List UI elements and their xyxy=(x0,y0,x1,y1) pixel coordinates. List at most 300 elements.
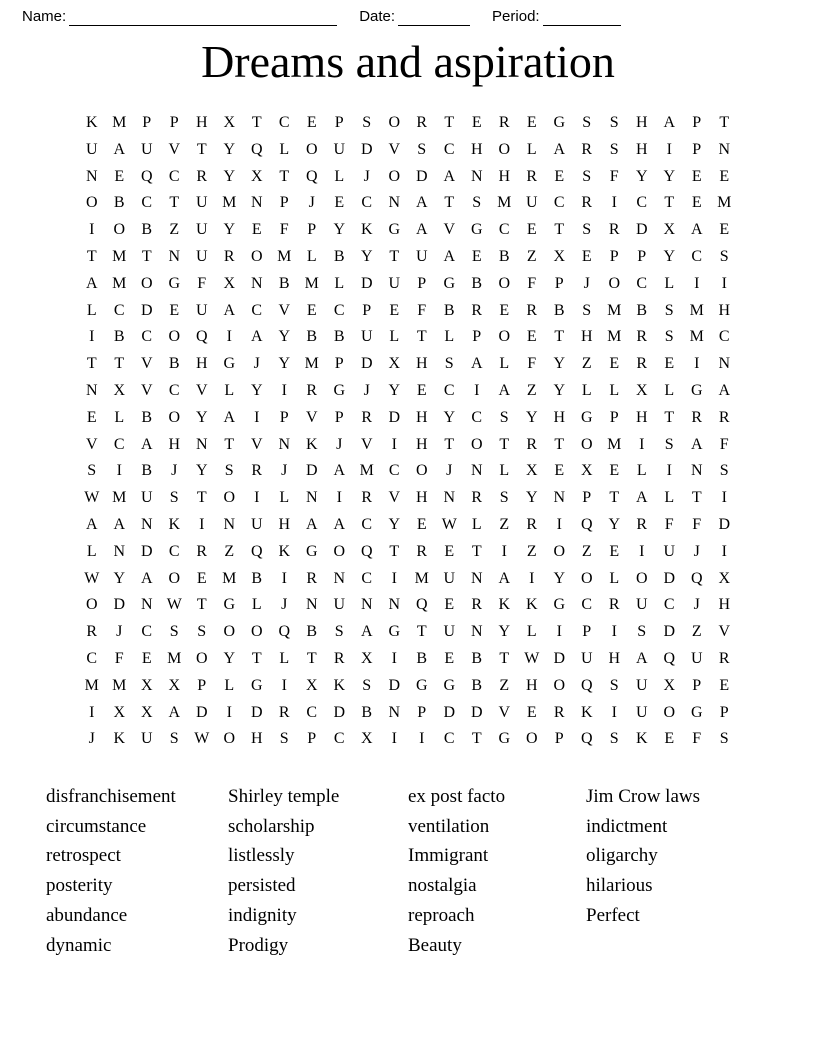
grid-letter[interactable]: I xyxy=(226,328,232,346)
grid-letter[interactable]: H xyxy=(415,355,428,373)
grid-letter[interactable]: F xyxy=(114,649,124,667)
grid-letter[interactable]: C xyxy=(168,167,180,185)
grid-letter[interactable]: X xyxy=(223,274,236,292)
grid-letter[interactable]: L xyxy=(86,301,97,319)
grid-letter[interactable]: D xyxy=(663,569,676,587)
grid-letter[interactable]: X xyxy=(305,676,318,694)
grid-letter[interactable]: M xyxy=(607,301,622,319)
grid-letter[interactable]: L xyxy=(499,462,510,480)
grid-letter[interactable]: S xyxy=(609,140,619,158)
grid-letter[interactable]: T xyxy=(251,114,262,131)
grid-letter[interactable]: E xyxy=(251,221,262,239)
grid-letter[interactable]: R xyxy=(526,167,538,185)
grid-letter[interactable]: G xyxy=(553,596,566,614)
grid-letter[interactable]: A xyxy=(333,462,346,480)
grid-letter[interactable]: A xyxy=(140,569,153,587)
grid-letter[interactable]: K xyxy=(333,676,346,694)
grid-letter[interactable]: E xyxy=(471,114,482,131)
grid-letter[interactable]: I xyxy=(199,515,205,533)
grid-letter[interactable]: D xyxy=(663,623,676,641)
grid-letter[interactable]: J xyxy=(446,462,453,480)
grid-letter[interactable]: X xyxy=(360,649,373,667)
grid-letter[interactable]: E xyxy=(306,301,317,319)
grid-letter[interactable]: T xyxy=(279,167,290,185)
grid-letter[interactable]: Z xyxy=(581,542,592,560)
grid-letter[interactable]: A xyxy=(223,408,236,426)
grid-letter[interactable]: Q xyxy=(250,140,263,158)
grid-letter[interactable]: L xyxy=(664,489,675,507)
grid-letter[interactable]: G xyxy=(553,114,566,131)
grid-letter[interactable]: I xyxy=(639,542,645,560)
word-list-item[interactable]: Immigrant xyxy=(408,845,489,867)
grid-letter[interactable]: D xyxy=(140,301,153,319)
grid-letter[interactable]: C xyxy=(498,221,510,239)
grid-letter[interactable]: E xyxy=(444,542,455,560)
grid-letter[interactable]: I xyxy=(116,462,122,480)
grid-letter[interactable]: T xyxy=(444,435,455,453)
grid-letter[interactable]: K xyxy=(113,730,126,748)
grid-letter[interactable]: D xyxy=(360,274,373,292)
grid-letter[interactable]: O xyxy=(663,703,676,721)
word-list-item[interactable]: dynamic xyxy=(46,934,112,956)
grid-letter[interactable]: X xyxy=(113,381,126,399)
grid-letter[interactable]: M xyxy=(112,114,127,131)
grid-letter[interactable]: S xyxy=(362,676,372,694)
grid-letter[interactable]: D xyxy=(333,703,346,721)
grid-letter[interactable]: P xyxy=(719,703,729,721)
grid-letter[interactable]: L xyxy=(581,381,592,399)
period-input-rule[interactable] xyxy=(543,11,621,26)
grid-letter[interactable]: Q xyxy=(360,542,373,560)
grid-letter[interactable]: S xyxy=(609,114,619,131)
grid-letter[interactable]: T xyxy=(499,649,510,667)
grid-letter[interactable]: W xyxy=(166,596,182,614)
grid-letter[interactable]: O xyxy=(498,274,511,292)
grid-letter[interactable]: B xyxy=(471,649,483,667)
grid-letter[interactable]: O xyxy=(223,730,236,748)
grid-letter[interactable]: E xyxy=(334,194,345,212)
grid-letter[interactable]: R xyxy=(636,328,648,346)
grid-letter[interactable]: E xyxy=(719,221,730,239)
grid-letter[interactable]: Y xyxy=(278,355,291,373)
grid-letter[interactable]: F xyxy=(719,435,729,453)
grid-letter[interactable]: V xyxy=(195,381,208,399)
grid-letter[interactable]: R xyxy=(526,515,538,533)
grid-letter[interactable]: U xyxy=(580,649,593,667)
grid-letter[interactable]: T xyxy=(554,328,565,346)
grid-letter[interactable]: E xyxy=(691,194,702,212)
word-list-item[interactable]: scholarship xyxy=(228,815,315,837)
grid-letter[interactable]: I xyxy=(721,274,727,292)
word-list-item[interactable]: indignity xyxy=(228,904,297,926)
grid-letter[interactable]: R xyxy=(471,596,483,614)
grid-letter[interactable]: E xyxy=(554,462,565,480)
grid-letter[interactable]: R xyxy=(196,542,208,560)
grid-letter[interactable]: P xyxy=(554,730,564,748)
grid-letter[interactable]: N xyxy=(470,462,483,480)
grid-letter[interactable]: E xyxy=(691,167,702,185)
word-list-item[interactable]: ex post facto xyxy=(408,786,506,807)
grid-letter[interactable]: K xyxy=(305,435,318,453)
grid-letter[interactable]: V xyxy=(718,623,731,641)
grid-letter[interactable]: R xyxy=(86,623,98,641)
grid-letter[interactable]: L xyxy=(306,247,317,265)
grid-letter[interactable]: W xyxy=(84,569,100,587)
grid-letter[interactable]: S xyxy=(719,730,729,748)
grid-letter[interactable]: R xyxy=(553,703,565,721)
grid-letter[interactable]: G xyxy=(443,676,456,694)
word-list-item[interactable]: Shirley temple xyxy=(228,786,340,807)
grid-letter[interactable]: L xyxy=(334,274,345,292)
grid-letter[interactable]: O xyxy=(140,274,153,292)
grid-letter[interactable]: Y xyxy=(250,381,263,399)
grid-letter[interactable]: K xyxy=(635,730,648,748)
grid-letter[interactable]: W xyxy=(441,515,457,533)
grid-letter[interactable]: Q xyxy=(580,515,593,533)
grid-letter[interactable]: E xyxy=(86,408,97,426)
word-list-item[interactable]: Beauty xyxy=(408,934,462,956)
grid-letter[interactable]: C xyxy=(691,247,703,265)
grid-letter[interactable]: E xyxy=(526,221,537,239)
grid-letter[interactable]: W xyxy=(524,649,540,667)
grid-letter[interactable]: A xyxy=(333,515,346,533)
grid-letter[interactable]: O xyxy=(113,221,126,239)
grid-letter[interactable]: O xyxy=(168,328,181,346)
grid-letter[interactable]: C xyxy=(333,730,345,748)
grid-letter[interactable]: V xyxy=(168,140,181,158)
grid-letter[interactable]: D xyxy=(250,703,263,721)
grid-letter[interactable]: U xyxy=(525,194,538,212)
grid-letter[interactable]: Y xyxy=(333,221,346,239)
grid-letter[interactable]: U xyxy=(333,140,346,158)
grid-letter[interactable]: E xyxy=(609,355,620,373)
grid-letter[interactable]: S xyxy=(664,301,674,319)
grid-letter[interactable]: J xyxy=(116,623,123,641)
grid-letter[interactable]: A xyxy=(635,489,648,507)
grid-letter[interactable]: I xyxy=(89,328,95,346)
grid-letter[interactable]: F xyxy=(527,274,537,292)
grid-letter[interactable]: O xyxy=(250,623,263,641)
grid-letter[interactable]: N xyxy=(250,194,263,212)
grid-letter[interactable]: B xyxy=(333,328,345,346)
grid-letter[interactable]: N xyxy=(85,167,98,185)
grid-letter[interactable]: E xyxy=(444,596,455,614)
grid-letter[interactable]: N xyxy=(140,596,153,614)
grid-letter[interactable]: S xyxy=(197,623,207,641)
grid-letter[interactable]: G xyxy=(498,730,511,748)
grid-letter[interactable]: S xyxy=(637,623,647,641)
grid-letter[interactable]: K xyxy=(498,596,511,614)
grid-letter[interactable]: I xyxy=(529,569,535,587)
grid-letter[interactable]: C xyxy=(361,515,373,533)
grid-letter[interactable]: T xyxy=(306,649,317,667)
grid-letter[interactable]: S xyxy=(169,623,179,641)
grid-letter[interactable]: S xyxy=(719,247,729,265)
grid-letter[interactable]: N xyxy=(140,515,153,533)
grid-letter[interactable]: H xyxy=(415,408,428,426)
grid-letter[interactable]: Y xyxy=(553,355,566,373)
grid-letter[interactable]: B xyxy=(361,703,373,721)
word-list-item[interactable]: reproach xyxy=(408,904,475,926)
grid-letter[interactable]: P xyxy=(307,221,317,239)
grid-letter[interactable]: B xyxy=(498,247,510,265)
grid-letter[interactable]: T xyxy=(114,355,125,373)
grid-letter[interactable]: H xyxy=(168,435,181,453)
grid-letter[interactable]: L xyxy=(664,274,675,292)
grid-letter[interactable]: O xyxy=(305,140,318,158)
grid-letter[interactable]: J xyxy=(88,730,95,748)
grid-letter[interactable]: C xyxy=(663,596,675,614)
grid-letter[interactable]: S xyxy=(87,462,97,480)
grid-letter[interactable]: J xyxy=(336,435,343,453)
grid-letter[interactable]: P xyxy=(692,140,702,158)
grid-letter[interactable]: R xyxy=(361,489,373,507)
grid-letter[interactable]: N xyxy=(333,569,346,587)
grid-letter[interactable]: D xyxy=(113,596,126,614)
grid-letter[interactable]: O xyxy=(525,730,538,748)
grid-letter[interactable]: C xyxy=(141,194,153,212)
grid-letter[interactable]: T xyxy=(719,114,730,131)
grid-letter[interactable]: I xyxy=(611,623,617,641)
grid-letter[interactable]: B xyxy=(141,408,153,426)
grid-letter[interactable]: C xyxy=(141,328,153,346)
grid-letter[interactable]: N xyxy=(305,489,318,507)
grid-letter[interactable]: I xyxy=(89,221,95,239)
grid-letter[interactable]: X xyxy=(663,221,676,239)
grid-letter[interactable]: A xyxy=(113,515,126,533)
grid-letter[interactable]: E xyxy=(719,676,730,694)
word-list-item[interactable]: oligarchy xyxy=(586,845,658,867)
grid-letter[interactable]: E xyxy=(306,114,317,131)
grid-letter[interactable]: U xyxy=(140,489,153,507)
grid-letter[interactable]: E xyxy=(526,703,537,721)
grid-letter[interactable]: O xyxy=(388,114,401,131)
grid-letter[interactable]: I xyxy=(281,676,287,694)
grid-letter[interactable]: L xyxy=(526,623,537,641)
grid-letter[interactable]: M xyxy=(497,194,512,212)
grid-letter[interactable]: B xyxy=(141,462,153,480)
grid-letter[interactable]: U xyxy=(195,221,208,239)
grid-letter[interactable]: T xyxy=(389,247,400,265)
grid-letter[interactable]: H xyxy=(608,649,621,667)
grid-letter[interactable]: L xyxy=(609,569,620,587)
grid-letter[interactable]: E xyxy=(664,355,675,373)
grid-letter[interactable]: T xyxy=(224,435,235,453)
grid-letter[interactable]: P xyxy=(362,301,372,319)
grid-letter[interactable]: Z xyxy=(691,623,702,641)
grid-letter[interactable]: P xyxy=(692,114,702,131)
grid-letter[interactable]: O xyxy=(498,328,511,346)
grid-letter[interactable]: L xyxy=(86,542,97,560)
grid-letter[interactable]: S xyxy=(582,167,592,185)
grid-letter[interactable]: O xyxy=(85,194,98,212)
grid-letter[interactable]: L xyxy=(526,140,537,158)
word-list-item[interactable]: abundance xyxy=(46,904,128,926)
word-list-item[interactable]: ventilation xyxy=(408,815,490,837)
grid-letter[interactable]: U xyxy=(85,140,98,158)
grid-letter[interactable]: N xyxy=(85,381,98,399)
word-list-item[interactable]: disfranchisement xyxy=(46,786,176,807)
grid-letter[interactable]: S xyxy=(582,221,592,239)
grid-letter[interactable]: O xyxy=(388,167,401,185)
grid-letter[interactable]: Z xyxy=(526,247,537,265)
grid-letter[interactable]: C xyxy=(306,703,318,721)
grid-letter[interactable]: Z xyxy=(169,221,180,239)
grid-letter[interactable]: C xyxy=(443,381,455,399)
grid-letter[interactable]: S xyxy=(609,676,619,694)
grid-letter[interactable]: G xyxy=(690,703,703,721)
grid-letter[interactable]: V xyxy=(388,489,401,507)
grid-letter[interactable]: B xyxy=(333,247,345,265)
grid-letter[interactable]: N xyxy=(470,569,483,587)
grid-letter[interactable]: M xyxy=(304,355,319,373)
grid-letter[interactable]: F xyxy=(609,167,619,185)
grid-letter[interactable]: K xyxy=(360,221,373,239)
grid-letter[interactable]: H xyxy=(718,596,731,614)
grid-letter[interactable]: A xyxy=(663,114,676,131)
grid-letter[interactable]: T xyxy=(471,542,482,560)
grid-letter[interactable]: T xyxy=(196,596,207,614)
grid-letter[interactable]: X xyxy=(663,676,676,694)
grid-letter[interactable]: G xyxy=(250,676,263,694)
grid-letter[interactable]: J xyxy=(281,462,288,480)
grid-letter[interactable]: A xyxy=(305,515,318,533)
grid-letter[interactable]: Y xyxy=(663,247,676,265)
grid-letter[interactable]: X xyxy=(140,703,153,721)
grid-letter[interactable]: P xyxy=(637,247,647,265)
grid-letter[interactable]: R xyxy=(718,408,730,426)
grid-letter[interactable]: U xyxy=(195,247,208,265)
grid-letter[interactable]: N xyxy=(168,247,181,265)
grid-letter[interactable]: G xyxy=(388,623,401,641)
grid-letter[interactable]: U xyxy=(663,542,676,560)
grid-letter[interactable]: V xyxy=(305,408,318,426)
grid-letter[interactable]: X xyxy=(250,167,263,185)
grid-letter[interactable]: M xyxy=(112,489,127,507)
grid-letter[interactable]: E xyxy=(581,247,592,265)
grid-letter[interactable]: U xyxy=(415,247,428,265)
grid-letter[interactable]: R xyxy=(471,301,483,319)
grid-letter[interactable]: N xyxy=(718,355,731,373)
grid-letter[interactable]: D xyxy=(195,703,208,721)
grid-letter[interactable]: T xyxy=(664,194,675,212)
grid-letter[interactable]: O xyxy=(223,489,236,507)
grid-letter[interactable]: A xyxy=(415,221,428,239)
word-list-item[interactable]: circumstance xyxy=(46,815,147,837)
grid-letter[interactable]: O xyxy=(168,569,181,587)
word-list-item[interactable]: Prodigy xyxy=(228,934,289,956)
grid-letter[interactable]: E xyxy=(114,167,125,185)
grid-letter[interactable]: G xyxy=(333,381,346,399)
grid-letter[interactable]: T xyxy=(554,221,565,239)
grid-letter[interactable]: D xyxy=(443,703,456,721)
grid-letter[interactable]: R xyxy=(416,114,428,131)
grid-letter[interactable]: A xyxy=(443,247,456,265)
word-list-item[interactable]: hilarious xyxy=(586,875,653,897)
grid-letter[interactable]: C xyxy=(168,542,180,560)
grid-letter[interactable]: V xyxy=(443,221,456,239)
grid-letter[interactable]: A xyxy=(718,381,731,399)
grid-letter[interactable]: O xyxy=(580,569,593,587)
grid-letter[interactable]: A xyxy=(553,140,566,158)
grid-letter[interactable]: Y xyxy=(113,569,126,587)
grid-letter[interactable]: T xyxy=(169,194,180,212)
grid-letter[interactable]: I xyxy=(666,462,672,480)
grid-letter[interactable]: L xyxy=(499,355,510,373)
grid-letter[interactable]: S xyxy=(499,408,509,426)
grid-letter[interactable]: I xyxy=(391,649,397,667)
grid-letter[interactable]: Q xyxy=(278,623,291,641)
grid-letter[interactable]: U xyxy=(250,515,263,533)
grid-letter[interactable]: A xyxy=(85,274,98,292)
grid-letter[interactable]: T xyxy=(196,489,207,507)
grid-letter[interactable]: M xyxy=(277,247,292,265)
grid-letter[interactable]: R xyxy=(416,542,428,560)
grid-letter[interactable]: K xyxy=(278,542,291,560)
grid-letter[interactable]: P xyxy=(169,114,179,131)
grid-letter[interactable]: Y xyxy=(388,381,401,399)
grid-letter[interactable]: J xyxy=(583,274,590,292)
grid-letter[interactable]: K xyxy=(580,703,593,721)
grid-letter[interactable]: E xyxy=(499,301,510,319)
grid-letter[interactable]: I xyxy=(721,542,727,560)
grid-letter[interactable]: Y xyxy=(223,140,236,158)
grid-letter[interactable]: B xyxy=(113,194,125,212)
grid-letter[interactable]: N xyxy=(470,167,483,185)
grid-letter[interactable]: V xyxy=(388,140,401,158)
grid-letter[interactable]: R xyxy=(581,194,593,212)
grid-letter[interactable]: Y xyxy=(608,515,621,533)
grid-letter[interactable]: J xyxy=(171,462,178,480)
grid-letter[interactable]: P xyxy=(692,676,702,694)
grid-letter[interactable]: U xyxy=(195,194,208,212)
grid-letter[interactable]: C xyxy=(636,194,648,212)
grid-letter[interactable]: R xyxy=(498,114,510,131)
grid-letter[interactable]: I xyxy=(419,730,425,748)
grid-letter[interactable]: A xyxy=(415,194,428,212)
word-list-item[interactable]: retrospect xyxy=(46,845,121,867)
grid-letter[interactable]: P xyxy=(197,676,207,694)
grid-letter[interactable]: C xyxy=(581,596,593,614)
grid-letter[interactable]: L xyxy=(279,649,290,667)
grid-letter[interactable]: F xyxy=(664,515,674,533)
grid-letter[interactable]: L xyxy=(609,381,620,399)
grid-letter[interactable]: E xyxy=(444,649,455,667)
grid-letter[interactable]: I xyxy=(666,140,672,158)
grid-letter[interactable]: P xyxy=(582,623,592,641)
grid-letter[interactable]: R xyxy=(196,167,208,185)
grid-letter[interactable]: A xyxy=(223,301,236,319)
grid-letter[interactable]: J xyxy=(363,381,370,399)
grid-letter[interactable]: B xyxy=(416,649,428,667)
grid-letter[interactable]: N xyxy=(388,703,401,721)
grid-letter[interactable]: G xyxy=(443,274,456,292)
grid-letter[interactable]: D xyxy=(635,221,648,239)
grid-letter[interactable]: Y xyxy=(223,221,236,239)
grid-letter[interactable]: J xyxy=(363,167,370,185)
grid-letter[interactable]: Y xyxy=(663,167,676,185)
grid-letter[interactable]: P xyxy=(142,114,152,131)
grid-letter[interactable]: U xyxy=(635,596,648,614)
grid-letter[interactable]: C xyxy=(278,114,290,131)
grid-letter[interactable]: H xyxy=(250,730,263,748)
grid-letter[interactable]: Y xyxy=(360,247,373,265)
grid-letter[interactable]: N xyxy=(470,623,483,641)
grid-letter[interactable]: S xyxy=(169,489,179,507)
grid-letter[interactable]: F xyxy=(692,730,702,748)
grid-letter[interactable]: I xyxy=(226,703,232,721)
grid-letter[interactable]: R xyxy=(526,301,538,319)
